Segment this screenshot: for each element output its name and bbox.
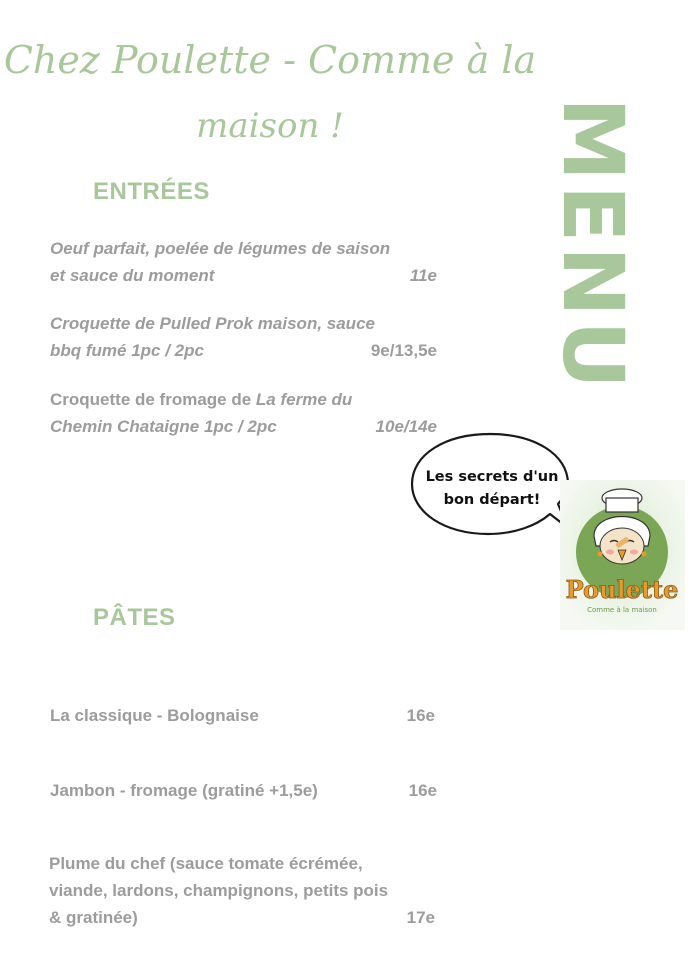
restaurant-title-continued: maison ! (196, 106, 344, 146)
item-price: 11e (409, 266, 437, 285)
farm-name: Chemin Chataigne (50, 417, 200, 436)
menu-vertical-label (538, 97, 648, 393)
item-description: Croquette de Pulled Prok maison, sauce (50, 314, 375, 333)
logo-tagline: Comme à la maison (587, 606, 657, 614)
item-description: & gratinée) (49, 908, 138, 927)
item-price: 16e (408, 781, 437, 800)
item-text: Croquette de fromage de (50, 390, 256, 409)
item-price: 9e/13,5e (370, 341, 437, 360)
item-description (50, 417, 277, 437)
item-price: 17e (406, 908, 435, 927)
item-description: Oeuf parfait, poelée de légumes de saison (50, 239, 391, 258)
logo-brand-text: Poulette (565, 575, 679, 604)
item-description (50, 390, 352, 410)
speech-line: bon départ! (443, 492, 541, 508)
item-description: bbq fumé 1pc / 2pc (50, 341, 204, 360)
item-description: et sauce du moment (50, 266, 215, 285)
item-description: Plume du chef (sauce tomate écrémée, (49, 854, 363, 873)
item-description: La classique - Bolognaise (50, 706, 259, 725)
farm-name: La ferme du (255, 390, 353, 409)
item-text: 1pc / 2pc (199, 417, 277, 436)
poulette-logo (560, 480, 685, 630)
menu-word: MENU (544, 97, 642, 393)
speech-bubble-text (412, 466, 572, 512)
item-price: 16e (406, 706, 435, 725)
item-description: Jambon - fromage (gratiné +1,5e) (50, 781, 318, 800)
item-price: 10e/14e (375, 417, 437, 436)
section-title-entrees: ENTRÉES (93, 178, 210, 205)
restaurant-title: Chez Poulette - Comme à la (3, 38, 537, 82)
item-description: viande, lardons, champignons, petits pois (49, 881, 389, 900)
speech-line: Les secrets d'un (425, 469, 559, 485)
section-title-pates: PÂTES (93, 604, 176, 631)
